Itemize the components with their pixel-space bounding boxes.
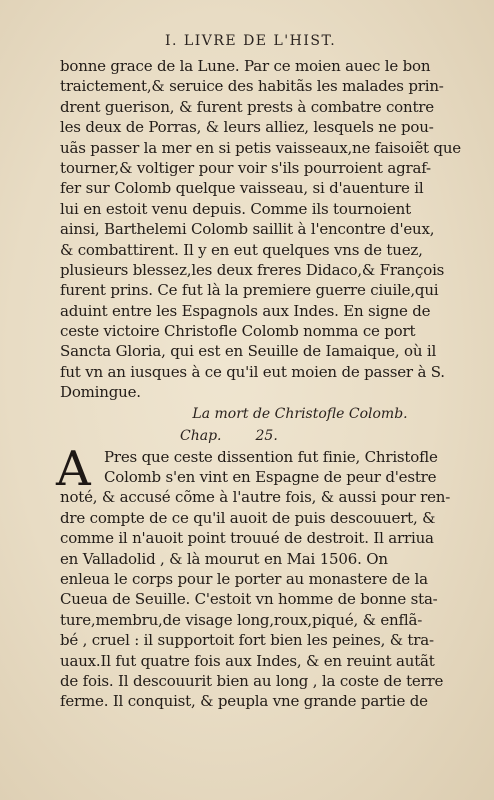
text-line: Sancta Gloria, qui est en Seuille de Iamaique, où il	[60, 342, 437, 361]
text-line: fut vn an iusques à ce qu'il eut moien de passer à S.	[60, 362, 445, 381]
text-line: furent prins. Ce fut là la premiere guerre ciuile,qui	[60, 281, 439, 300]
text-line: dre compte de ce qu'il auoit de puis descouuert, &	[60, 508, 436, 527]
text-line: Colomb s'en vint en Espagne de peur d'estre	[104, 468, 437, 487]
chapter-heading: La mort de Christofle Colomb.	[192, 405, 408, 422]
text-line: noté, & accusé cõme à l'autre fois, & aussi pour ren-	[60, 488, 451, 507]
text-line: Domingue.	[60, 383, 141, 402]
text-line: lui en estoit venu depuis. Comme ils tournoient	[60, 199, 411, 218]
text-line: traictement,& seruice des habitãs les malades prin-	[60, 77, 444, 96]
chapter-label: Chap.	[180, 427, 222, 444]
text-line: Cueua de Seuille. C'estoit vn homme de bonne sta-	[60, 590, 438, 609]
chapter-number: 25.	[255, 427, 278, 444]
text-line: bonne grace de la Lune. Par ce moien auec le bon	[60, 57, 431, 75]
text-line: uãs passer la mer en si petis vaisseaux,ne faisoiẽt que	[60, 138, 461, 157]
text-line: les deux de Porras, & leurs alliez, lesquels ne pou-	[60, 118, 434, 137]
text-line: de fois. Il descouurit bien au long , la coste de terre	[60, 671, 444, 690]
text-line: tourner,& voltiger pour voir s'ils pourroient agraf-	[60, 158, 431, 177]
chapter-label-line	[60, 425, 480, 447]
bottom-paragraph	[60, 487, 480, 711]
text-line: & combattirent. Il y en eut quelques vns de tuez,	[60, 240, 423, 259]
text-line: plusieurs blessez,les deux freres Didaco,& François	[60, 260, 445, 279]
text-line: ainsi, Barthelemi Colomb saillit à l'encontre d'eux,	[60, 220, 435, 239]
text-line: ture,membru,de visage long,roux,piqué, & enflã-	[60, 610, 423, 629]
text-line: drent guerison, & furent prests à combatre contre	[60, 97, 434, 116]
text-line: en Valladolid , & là mourut en Mai 1506. On	[60, 549, 388, 568]
text-line: ferme. Il conquist, & peupla vne grande partie de	[60, 692, 428, 711]
text-line: ceste victoire Christofle Colomb nomma ce port	[60, 322, 416, 341]
drop-cap: A	[56, 440, 91, 497]
text-line: uaux.Il fut quatre fois aux Indes, & en reuint autãt	[60, 651, 435, 670]
text-line: enleua le corps pour le porter au monastere de la	[60, 569, 428, 588]
text-line: fer sur Colomb quelque vaisseau, si d'auenture il	[60, 179, 424, 198]
body-text	[56, 56, 480, 712]
text-line: Pres que ceste dissention fut finie, Christofle	[104, 447, 438, 466]
running-head: I. LIVRE DE L'HIST.	[165, 33, 337, 49]
top-paragraph	[60, 56, 480, 403]
text-line: comme il n'auoit point trouué de destroit. Il arriua	[60, 529, 434, 548]
dropcap-block	[56, 440, 480, 497]
text-line: bé , cruel : il supportoit fort bien les peines, & tra-	[60, 631, 434, 650]
indented-lines	[60, 447, 480, 488]
text-line: aduint entre les Espagnols aux Indes. En signe de	[60, 301, 431, 320]
